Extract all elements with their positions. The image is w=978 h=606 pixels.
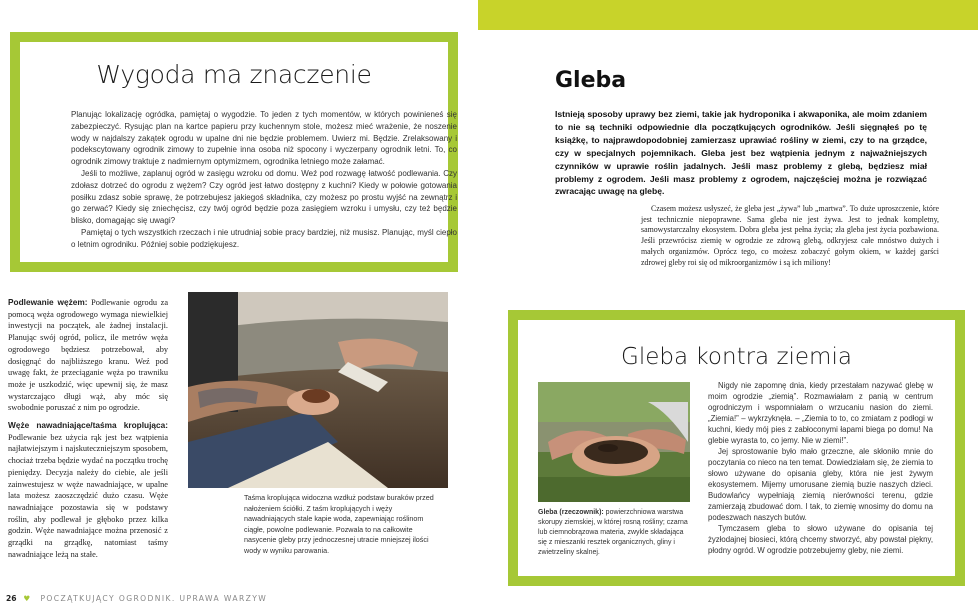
drip-tape-section <box>8 420 168 560</box>
comfort-body <box>71 109 457 251</box>
soil-vs-dirt-paragraph: Nigdy nie zapomnę dnia, kiedy przestałam nazywać glebę w moim ogrodzie „ziemią”. Rozmawiałam z panią w centrum ogrodniczym i wspomniałam o wrzucaniu nasion do ziemi. „Ziemia!” – wykrzyknęła. – „Ziemia to to, co zmiatam z podłogi w kuchni, kiedy mój pies z zabłoconymi łapami biega po domu! Na glebie wyrasta to, co jemy. Nie w ziemi!”. <box>708 381 933 445</box>
soil-hands-photo <box>538 382 690 502</box>
soil-definition-caption <box>538 508 690 558</box>
caption-lead: Gleba (rzeczownik): <box>538 509 604 516</box>
soil-body: Czasem możesz usłyszeć, że gleba jest „żywa” lub „martwa”. To duże uproszczenie, które jest technicznie niepoprawne. Sama gleba nie jest żywa. Jest to jednak kompletny, samowystarczalny ekosystem. Dobra gleba jest pełna życia; zła gleba jest życia pozbawiona. Jeśli przewrócisz ziemię w ogrodzie ze zdrową glebą, odkryjesz całe mnóstwo dużych i małych organizmów. Oprócz tego, co możesz zobaczyć gołym okiem, w każdej garści zdrowej gleby roi się od mikroorganizmów i są ich miliony! <box>641 204 939 267</box>
book-title: POCZĄTKUJĄCY OGRODNIK. UPRAWA WARZYW <box>40 594 268 603</box>
comfort-paragraph: Planując lokalizację ogródka, pamiętaj o wygodzie. To jeden z tych momentów, w których powinieneś się zabezpieczyć. Rysując plan na kartce papieru przy kuchennym stole, możesz mieć wrażenie, że noszenie wody w najdalszy zakątek ogrodu w upalne dni nie będzie problemem. Uwierz mi. Będzie. Zrelaksowany i podekscytowany ogrodnik zimowy to zupełnie inna osoba niż spocony i wyczerpany ogrodnik letni. To, co ogrodnik zimowy traktuje z nadmiernym optymizmem, ogrodnika letniego może załamać. <box>71 110 457 167</box>
seed-hands-illustration <box>188 292 448 488</box>
section-text: Podlewanie ogrodu za pomocą węża ogrodowego wymaga niewielkiej inwestycji na początek, ale żadnej instalacji. Planując swój ogród, policz, ile metrów węża ogrodowego będziesz potrzebował, aby dosięgnąć do najbliższego kranu. Weź pod uwagę fakt, że przeciąganie węża po trawniku może je uszkodzić, więc upewnij się, że masz wystarczająco długi wąż, aby móc się swobodnie poruszać z nim po ogrodzie. <box>8 298 169 413</box>
section-text: Podlewanie bez użycia rąk jest bez wątpienia najłatwiejszym i najskuteczniejszym sposobem, chociaż trzeba będzie wydać na początku trochę pieniędzy. Decyzja należy do ciebie, ale jeśli zainwestujesz w węże nawadniające, w upalne lata możesz zaoszczędzić dużo czasu. Węże nawadniające pozostawia się w podstawy roślin, aby podlewał je głęboko przez kilka godzin. Węże nawadniające można przenosić z grządki na grządkę, natomiast taśmy nawadniające leżą na stałe. <box>8 432 168 559</box>
comfort-box <box>10 32 458 272</box>
soil-vs-dirt-paragraph: Tymczasem gleba to słowo używane do opisania tej żyzłodajnej biosieci, którą chcemy stworzyć, aby powstał piękny, płodny ogród. W ogrodzie potrzebujemy gleby, nie ziemi. <box>708 524 933 555</box>
soil-title: Gleba <box>555 68 627 93</box>
soil-vs-dirt-box <box>508 310 965 586</box>
soil-vs-dirt-title: Gleba kontra ziemia <box>621 344 852 370</box>
comfort-paragraph: Pamiętaj o tych wszystkich rzeczach i nie utrudniaj sobie pracy bardziej, niż musisz. Planując, myśl ciepło o letnim ogrodniku. Później sobie podziękujesz. <box>71 227 457 249</box>
soil-hands-illustration <box>538 382 690 502</box>
caption-text: powierzchniowa warstwa skorupy ziemskiej, w której rosną rośliny; czarna lub ciemnobrązowa materia, zwykle składająca się z mieszanki resztek organicznych, gliny i zwietrzeliny skalnej. <box>538 509 688 556</box>
comfort-paragraph: Jeśli to możliwe, zaplanuj ogród w zasięgu wzroku od domu. Weź pod rozwagę łatwość podlewania. Czy zdołasz dotrzeć do ogrodu z wężem? Czy ogród jest łatwo dostępny z kuchni? Kiedy w połowie gotowania posiłku zdasz sobie sprawę, że potrzebujesz jakiegoś składnika, czy możesz po prostu wyjść na zewnątrz i go zerwać? Kiedy się zniechęcisz, czy twój ogród będzie poza zasięgiem wzroku i umysłu, czy też będzie blisko, domagając się uwagi? <box>71 168 457 226</box>
comfort-title: Wygoda ma znaczenie <box>96 60 372 89</box>
section-lead: Podlewanie wężem: <box>8 297 88 307</box>
soil-vs-dirt-body <box>708 380 933 556</box>
soil-lead: Istnieją sposoby uprawy bez ziemi, takie jak hydroponika i akwaponika, ale moim zdaniem to nie są techniki odpowiednie dla początkujących ogrodników. Jeśli sięgnąłeś po tę książkę, to najprawdopodobniej zamierzasz uprawiać rośliny w ziemi, czy to na grządce, czy w specjalnych pojemnikach. Gleba jest bez wątpienia jednym z najważniejszych czynników w uprawie roślin jadalnych. Jeśli masz problemy z glebą, będziesz miał problemy z ogrodem. Jeśli masz problemy z ogrodem, najczęściej można je rozwiązać zwracając uwagę na glebę. <box>555 109 927 197</box>
heart-icon: ♥ <box>23 594 32 603</box>
page-number: 26 <box>6 594 17 603</box>
drip-tape-caption: Taśma kroplująca widoczna wzdłuż podstaw buraków przed nałożeniem ściółki. Z taśm kroplujących i węży nawadniających stale kapie woda, zapewniając roślinom ciągłe, powolne podlewanie. Pozwala to na całkowite nasycenie gleby przy jednoczesnej utracie mniejszej ilości wody w wyniku parowania. <box>244 493 434 555</box>
watering-column <box>8 297 168 566</box>
soil-vs-dirt-paragraph: Jej sprostowanie było mało grzeczne, ale skłoniło mnie do poczytania co nieco na ten temat. Dowiedziałam się, że ziemia to słowo używane do opisania gleby, która nie jest żywym ekosystemem. Mijemy umorusane ziemią buzie naszych dzieci. Budowlańcy wypełniają ziemią nierówności terenu, gdzie zamierzają zbudować dom. I tak, to ziemię wnosimy do domu na podeszwach naszych butów. <box>708 447 933 522</box>
seed-hands-photo <box>188 292 448 488</box>
top-accent-bar <box>478 0 978 30</box>
watering-hose-section <box>8 297 168 414</box>
page-footer <box>6 594 267 603</box>
section-lead: Węże nawadniające/taśma kroplująca: <box>8 420 168 431</box>
